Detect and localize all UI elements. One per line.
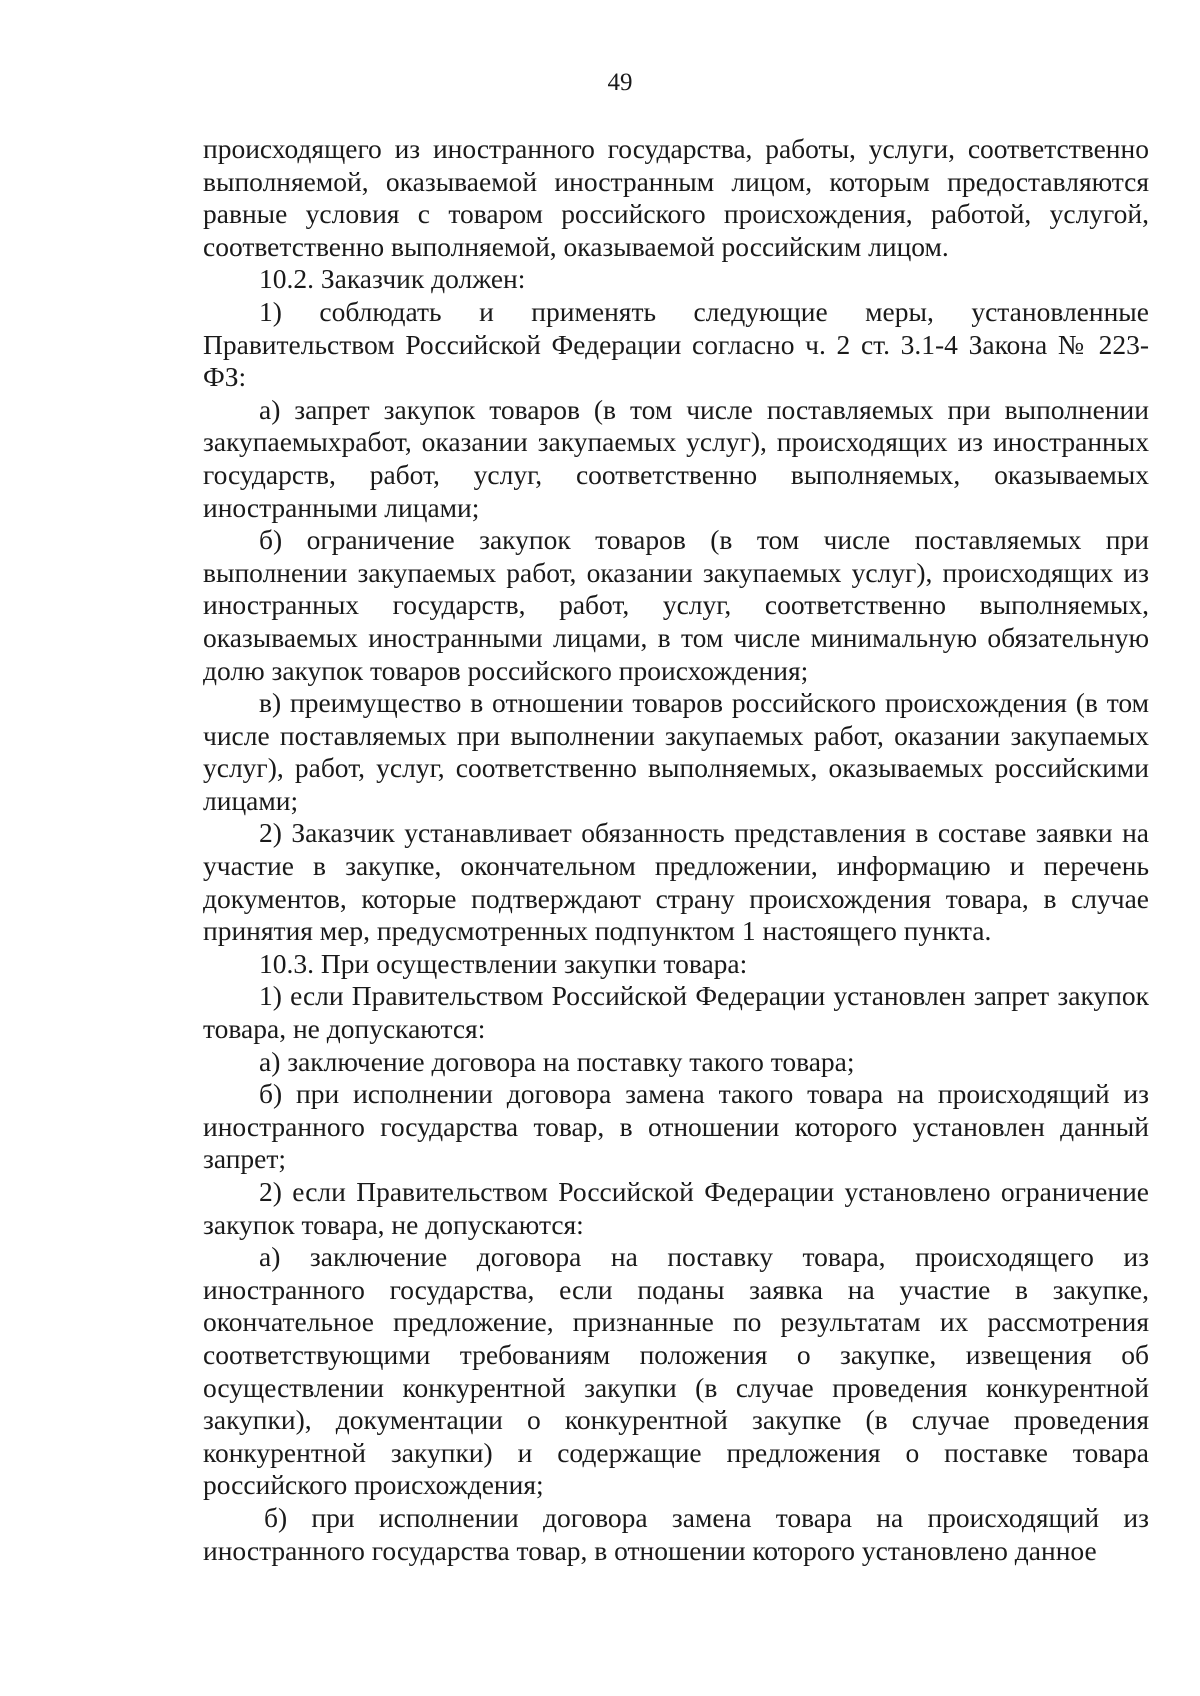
- paragraph-10-3-item-1: 1) если Правительством Российской Федерации установлен запрет закупок товара, не допускаются:: [203, 980, 1149, 1045]
- paragraph-10-3-2-a: а) заключение договора на поставку товара, происходящего из иностранного государства, если поданы заявка на участие в закупке, окончательное предложение, признанные по результатам их рассмотрения соответствующими требованиям положения о закупке, извещения об осуществлении конкурентной закупки (в случае проведения конкурентной закупки), документации о конкурентной закупке (в случае проведения конкурентной закупки) и содержащие предложения о поставке товара российского происхождения;: [203, 1241, 1149, 1501]
- paragraph-section-10-2: 10.2. Заказчик должен:: [259, 263, 526, 295]
- paragraph-10-3-1-a: а) заключение договора на поставку такого товара;: [259, 1045, 855, 1077]
- paragraph-10-3-2-b: б) при исполнении договора замена товара на происходящий из иностранного государства товар, в отношении которого установлено данное: [203, 1501, 1149, 1566]
- paragraph-continuation: происходящего из иностранного государства, работы, услуги, соответственно выполняемой, оказываемой иностранным лицом, которым предоставляются равные условия с товаром российского происхождения, работой, услугой, соответственно выполняемой, оказываемой российским лицом.: [203, 133, 1149, 262]
- paragraph-subitem-a: а) запрет закупок товаров (в том числе поставляемых при выполнении закупаемыхработ, оказании закупаемых услуг), происходящих из иностранных государств, работ, услуг, соответственно выполняемых, оказываемых иностранными лицами;: [203, 393, 1149, 523]
- paragraph-10-3-1-b: б) при исполнении договора замена такого товара на происходящий из иностранного государства товар, в отношении которого установлен данный запрет;: [203, 1078, 1149, 1175]
- paragraph-subitem-b: б) ограничение закупок товаров (в том числе поставляемых при выполнении закупаемых работ, оказании закупаемых услуг), происходящих из иностранных государств, работ, услуг, соответственно выполняемых, оказываемых иностранными лицами, в том числе минимальную обязательную долю закупок товаров российского происхождения;: [203, 524, 1149, 686]
- paragraph-10-3-item-2: 2) если Правительством Российской Федерации установлено ограничение закупок товара, не допускаются:: [203, 1176, 1149, 1240]
- paragraph-section-10-3: 10.3. При осуществлении закупки товара:: [259, 947, 748, 979]
- paragraph-item-1: 1) соблюдать и применять следующие меры, установленные Правительством Российской Федерации согласно ч. 2 ст. 3.1-4 Закона № 223-ФЗ:: [203, 295, 1149, 393]
- page-number: 49: [607, 69, 633, 96]
- paragraph-subitem-v: в) преимущество в отношении товаров российского происхождения (в том числе поставляемых при выполнении закупаемых работ, оказании закупаемых услуг), работ, услуг, соответственно выполняемых, оказываемых российскими лицами;: [203, 687, 1149, 816]
- document-body: [203, 133, 1149, 1567]
- paragraph-item-2: 2) Заказчик устанавливает обязанность представления в составе заявки на участие в закупке, окончательном предложении, информацию и перечень документов, которые подтверждают страну происхождения товара, в случае принятия мер, предусмотренных подпунктом 1 настоящего пункта.: [203, 817, 1149, 947]
